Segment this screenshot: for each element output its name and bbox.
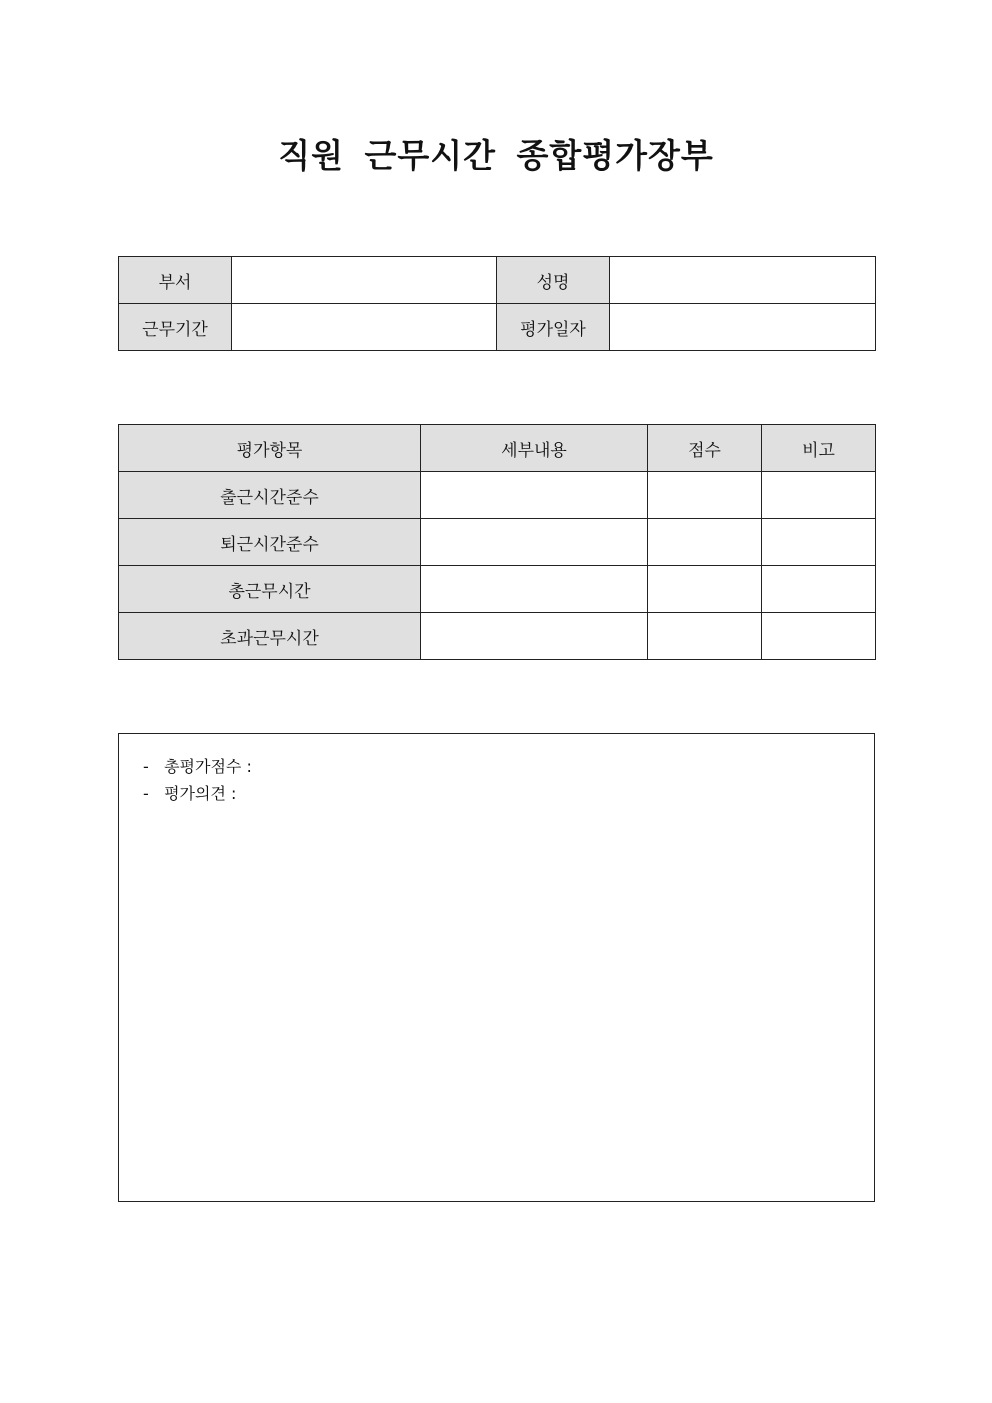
score-cell[interactable] xyxy=(648,566,762,613)
work-period-field[interactable] xyxy=(232,304,497,351)
detail-cell[interactable] xyxy=(421,613,648,660)
info-row xyxy=(119,304,876,351)
evaluation-item-cell: 총근무시간 xyxy=(119,566,421,613)
table-row xyxy=(119,613,876,660)
department-label: 부서 xyxy=(119,257,232,304)
evaluation-header-row xyxy=(119,425,876,472)
name-field[interactable] xyxy=(610,257,876,304)
total-score-label: 총평가점수 : xyxy=(164,757,252,776)
header-evaluation-item: 평가항목 xyxy=(119,425,421,472)
detail-cell[interactable] xyxy=(421,566,648,613)
department-field[interactable] xyxy=(232,257,497,304)
detail-cell[interactable] xyxy=(421,519,648,566)
table-row xyxy=(119,566,876,613)
table-row xyxy=(119,472,876,519)
info-row xyxy=(119,257,876,304)
name-label: 성명 xyxy=(497,257,610,304)
note-cell[interactable] xyxy=(762,519,876,566)
note-cell[interactable] xyxy=(762,472,876,519)
note-cell[interactable] xyxy=(762,566,876,613)
table-row xyxy=(119,519,876,566)
header-detail: 세부내용 xyxy=(421,425,648,472)
evaluation-item-cell: 초과근무시간 xyxy=(119,613,421,660)
note-cell[interactable] xyxy=(762,613,876,660)
score-cell[interactable] xyxy=(648,613,762,660)
score-cell[interactable] xyxy=(648,519,762,566)
evaluation-item-cell: 퇴근시간준수 xyxy=(119,519,421,566)
info-table xyxy=(118,256,876,351)
evaluation-item-cell: 출근시간준수 xyxy=(119,472,421,519)
opinion-line xyxy=(143,781,236,804)
bullet-dash: - xyxy=(143,784,149,803)
opinion-label: 평가의견 : xyxy=(164,784,237,803)
comment-box[interactable] xyxy=(118,733,875,1202)
detail-cell[interactable] xyxy=(421,472,648,519)
score-cell[interactable] xyxy=(648,472,762,519)
bullet-dash: - xyxy=(143,757,149,776)
work-period-label: 근무기간 xyxy=(119,304,232,351)
header-note: 비고 xyxy=(762,425,876,472)
page-title: 직원 근무시간 종합평가장부 xyxy=(278,136,714,175)
header-score: 점수 xyxy=(648,425,762,472)
evaluation-table xyxy=(118,424,876,660)
evaluation-date-field[interactable] xyxy=(610,304,876,351)
evaluation-date-label: 평가일자 xyxy=(497,304,610,351)
total-score-line xyxy=(143,754,252,777)
